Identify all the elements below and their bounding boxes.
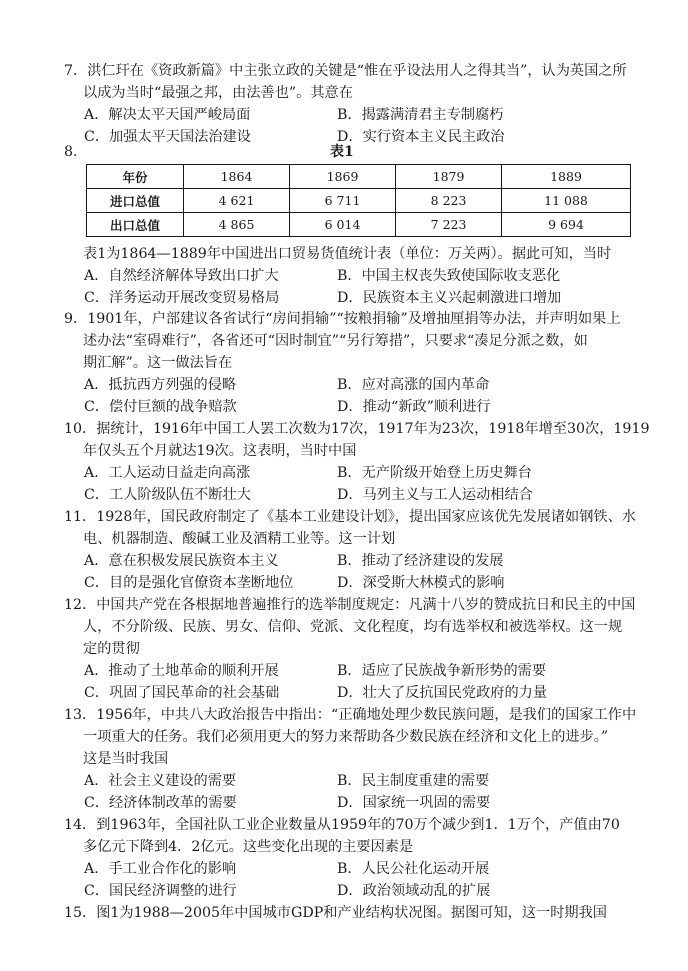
option-d: D．实行资本主义民主政治 <box>337 129 505 145</box>
option-d: D．民族资本主义兴起刺激进口增加 <box>337 290 562 306</box>
table-header-cell: 1869 <box>290 165 396 189</box>
table-header-cell: 年份 <box>87 165 184 189</box>
option-d: D．深受斯大林模式的影响 <box>337 575 505 591</box>
table-header-cell: 1864 <box>184 165 290 189</box>
table-header-cell: 1879 <box>396 165 502 189</box>
option-c: C．洋务运动开展改变贸易格局 <box>84 290 280 306</box>
question-text: 7．洪仁玕在《资政新篇》中主张立政的关键是“惟在乎设法用人之得其当”，认为英国之所 <box>64 63 627 79</box>
option-c: C．国民经济调整的进行 <box>84 883 237 899</box>
option-a: A．工人运动日益走向高涨 <box>84 465 251 481</box>
option-a: A．手工业合作化的影响 <box>84 861 237 877</box>
option-c: C．巩固了国民革命的社会基础 <box>84 685 280 701</box>
option-b: B．揭露满清君主专制腐朽 <box>337 107 504 123</box>
table-row <box>87 213 631 237</box>
option-c: C．加强太平天国法治建设 <box>84 129 251 145</box>
question-text: 定的贯彻 <box>83 641 140 657</box>
option-d: D．推动“新政”顺利进行 <box>337 399 491 415</box>
option-b: B．人民公社化运动开展 <box>337 861 490 877</box>
table-cell: 6 014 <box>290 213 396 237</box>
question-text: 年仅头五个月就达19次。这表明，当时中国 <box>83 443 357 459</box>
question-13 <box>64 704 637 814</box>
option-b: B．推动了经济建设的发展 <box>337 553 504 569</box>
question-text: 9．1901年，户部建议各省试行“房间捐输”“按粮捐输”及增抽厘捐等办法，并声明如果上 <box>64 311 621 327</box>
question-text: 电、机器制造、酸碱工业及酒精工业等。这一计划 <box>83 531 396 547</box>
option-a: A．自然经济解体导致出口扩大 <box>84 268 279 284</box>
question-11 <box>64 506 636 594</box>
option-b: B．无产阶级开始登上历史舞台 <box>337 465 532 481</box>
question-9 <box>64 308 624 418</box>
option-a: A．意在积极发展民族资本主义 <box>84 553 279 569</box>
option-b: B．民主制度重建的需要 <box>337 773 490 789</box>
option-a: A．解决太平天国严峻局面 <box>84 107 251 123</box>
option-b: B．应对高涨的国内革命 <box>337 377 490 393</box>
option-d: D．马列主义与工人运动相结合 <box>337 487 533 503</box>
question-text: 10．据统计，1916年中国工人罢工次数为17次，1917年为23次，1918年增至30次，1919 <box>64 421 650 437</box>
question-text: 人，不分阶级、民族、男女、信仰、党派、文化程度，均有选举权和被选举权。这一规 <box>83 619 623 635</box>
question-8-number: 8． <box>64 144 88 160</box>
table-cell: 8 223 <box>396 189 502 213</box>
question-text: 期汇解”。这一做法旨在 <box>83 355 233 371</box>
table-header-cell: 1889 <box>502 165 631 189</box>
table-cell: 6 711 <box>290 189 396 213</box>
table-cell: 4 865 <box>184 213 290 237</box>
question-14 <box>64 814 624 902</box>
table-title: 表1 <box>330 144 354 160</box>
question-text: 15．图1为1988—2005年中国城市GDP和产业结构状况图。据图可知，这一时期我国 <box>64 905 607 921</box>
option-d: D．国家统一巩固的需要 <box>337 795 491 811</box>
table-cell: 9 694 <box>502 213 631 237</box>
question-text: 述办法“室碍难行”，各省还可“因时制宜”“另行筹措”，只要求“凑足分派之数，如 <box>83 333 588 349</box>
question-text: 这是当时我国 <box>83 751 169 767</box>
option-d: D．壮大了反抗国民党政府的力量 <box>337 685 548 701</box>
question-text: 14．到1963年，全国社队工业企业数量从1959年的70万个减少到1．1万个，产值由70 <box>64 817 620 833</box>
table-cell: 7 223 <box>396 213 502 237</box>
question-text: 以成为当时“最强之邦，由法善也”。其意在 <box>83 85 353 101</box>
question-10 <box>64 418 650 506</box>
question-text: 12．中国共产党在各根据地普遍推行的选举制度规定：凡满十八岁的赞成抗日和民主的中国 <box>64 597 636 613</box>
table-cell: 进口总值 <box>87 189 184 213</box>
option-c: C．工人阶级队伍不断壮大 <box>84 487 251 503</box>
option-d: D．政治领域动乱的扩展 <box>337 883 491 899</box>
question-8 <box>64 243 624 309</box>
option-a: A．抵抗西方列强的侵略 <box>84 377 237 393</box>
table-cell: 出口总值 <box>87 213 184 237</box>
question-text: 一项重大的任务。我们必须用更大的努力来帮助各少数民族在经济和文化上的进步。” <box>83 729 609 745</box>
trade-table <box>86 164 631 237</box>
option-b: B．适应了民族战争新形势的需要 <box>337 663 547 679</box>
option-c: C．经济体制改革的需要 <box>84 795 237 811</box>
option-b: B．中国主权丧失致使国际收支恶化 <box>337 268 561 284</box>
table-row <box>87 189 631 213</box>
table-header-row <box>87 165 631 189</box>
question-15 <box>64 902 624 924</box>
question-7 <box>64 60 627 148</box>
table-cell: 11 088 <box>502 189 631 213</box>
option-a: A．推动了土地革命的顺利开展 <box>84 663 279 679</box>
table-cell: 4 621 <box>184 189 290 213</box>
question-text: 11．1928年，国民政府制定了《基本工业建设计划》，提出国家应该优先发展诸如钢铁、水 <box>64 509 636 525</box>
option-c: C．偿付巨额的战争赔款 <box>84 399 237 415</box>
question-text: 多亿元下降到4．2亿元。这些变化出现的主要因素是 <box>83 839 414 855</box>
question-12 <box>64 594 636 704</box>
option-a: A．社会主义建设的需要 <box>84 773 237 789</box>
question-text: 13．1956年，中共八大政治报告中指出：“正确地处理少数民族问题，是我们的国家工作中 <box>64 707 637 723</box>
question-text: 表1为1864—1889年中国进出口贸易货值统计表（单位：万关两）。据此可知，当时 <box>83 246 612 262</box>
option-c: C．目的是强化官僚资本垄断地位 <box>84 575 294 591</box>
